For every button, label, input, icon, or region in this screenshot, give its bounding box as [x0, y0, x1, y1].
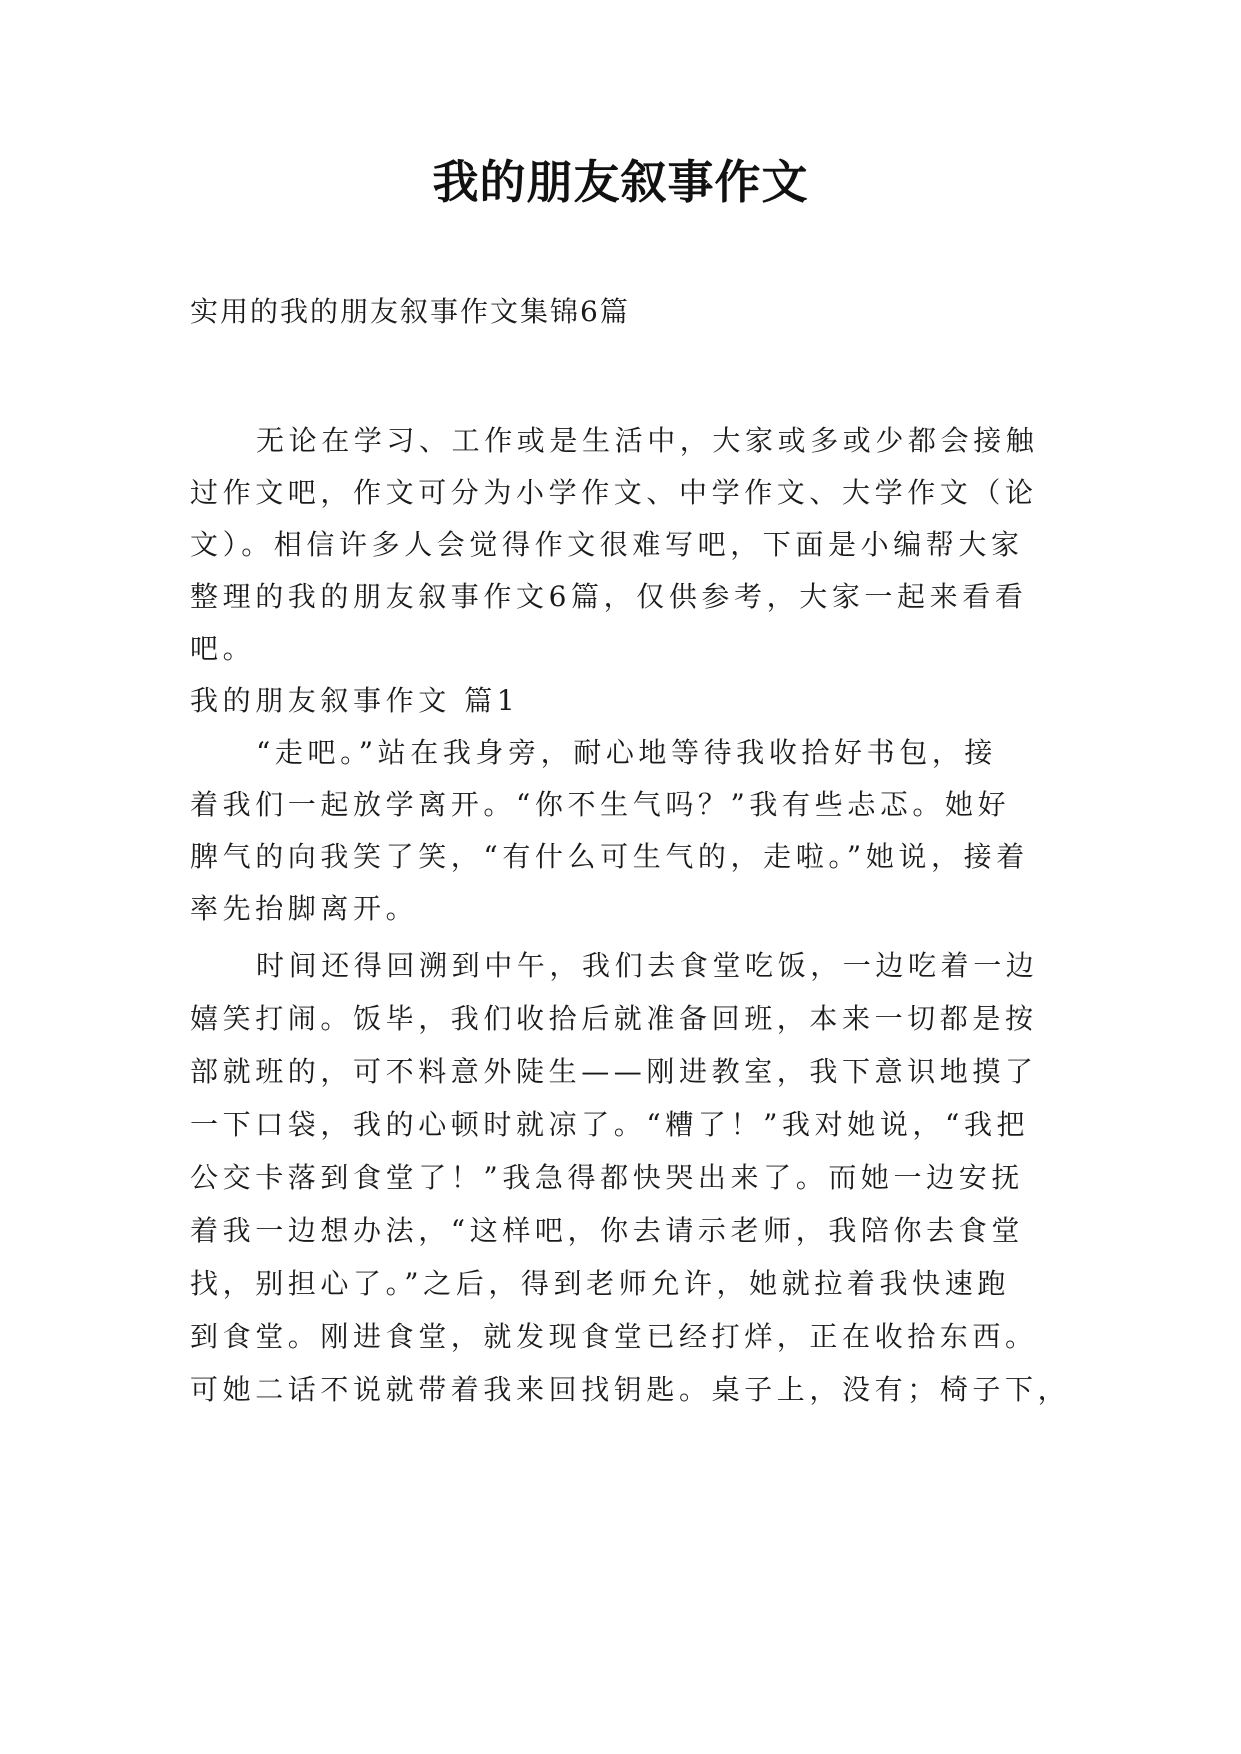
intro-paragraph-line: 整理的我的朋友叙事作文6篇，仅供参考，大家一起来看看	[190, 580, 1028, 613]
body-paragraph-line: 着我一边想办法，“这样吧，你去请示老师，我陪你去食堂	[190, 1214, 1024, 1247]
section-heading: 我的朋友叙事作文 篇1	[190, 684, 520, 717]
body-paragraph-line: 一下口袋，我的心顿时就凉了。“糟了！”我对她说，“我把	[190, 1108, 1030, 1141]
body-paragraph-line: 脾气的向我笑了笑，“有什么可生气的，走啦。”她说，接着	[190, 840, 1029, 873]
body-paragraph-line: 公交卡落到食堂了！”我急得都快哭出来了。而她一边安抚	[190, 1161, 1024, 1194]
intro-paragraph-line: 吧。	[190, 632, 256, 665]
body-paragraph-line: 到食堂。刚进食堂，就发现食堂已经打烊，正在收拾东西。	[190, 1320, 1038, 1353]
body-paragraph-line: 时间还得回溯到中午，我们去食堂吃饭，一边吃着一边	[256, 949, 1039, 982]
body-paragraph-line: 着我们一起放学离开。“你不生气吗？”我有些忐忑。她好	[190, 788, 1011, 821]
body-paragraph-line: 嬉笑打闹。饭毕，我们收拾后就准备回班，本来一切都是按	[190, 1002, 1038, 1035]
body-paragraph-line: “走吧。”站在我身旁，耐心地等待我收拾好书包，接	[256, 736, 998, 769]
intro-paragraph-line: 无论在学习、工作或是生活中，大家或多或少都会接触	[256, 424, 1039, 457]
intro-paragraph-line: 过作文吧，作文可分为小学作文、中学作文、大学作文（论	[190, 476, 1038, 509]
body-paragraph-line: 找，别担心了。”之后，得到老师允许，她就拉着我快速跑	[190, 1267, 1010, 1300]
body-paragraph-line: 可她二话不说就带着我来回找钥匙。桌子上，没有；椅子下，	[190, 1373, 1071, 1406]
document-title: 我的朋友叙事作文	[432, 155, 809, 209]
body-paragraph-line: 率先抬脚离开。	[190, 892, 419, 925]
intro-paragraph-line: 文）。相信许多人会觉得作文很难写吧，下面是小编帮大家	[190, 528, 1024, 561]
body-paragraph-line: 部就班的，可不料意外陡生——刚进教室，我下意识地摸了	[190, 1055, 1038, 1088]
document-subtitle: 实用的我的朋友叙事作文集锦6篇	[190, 295, 630, 328]
